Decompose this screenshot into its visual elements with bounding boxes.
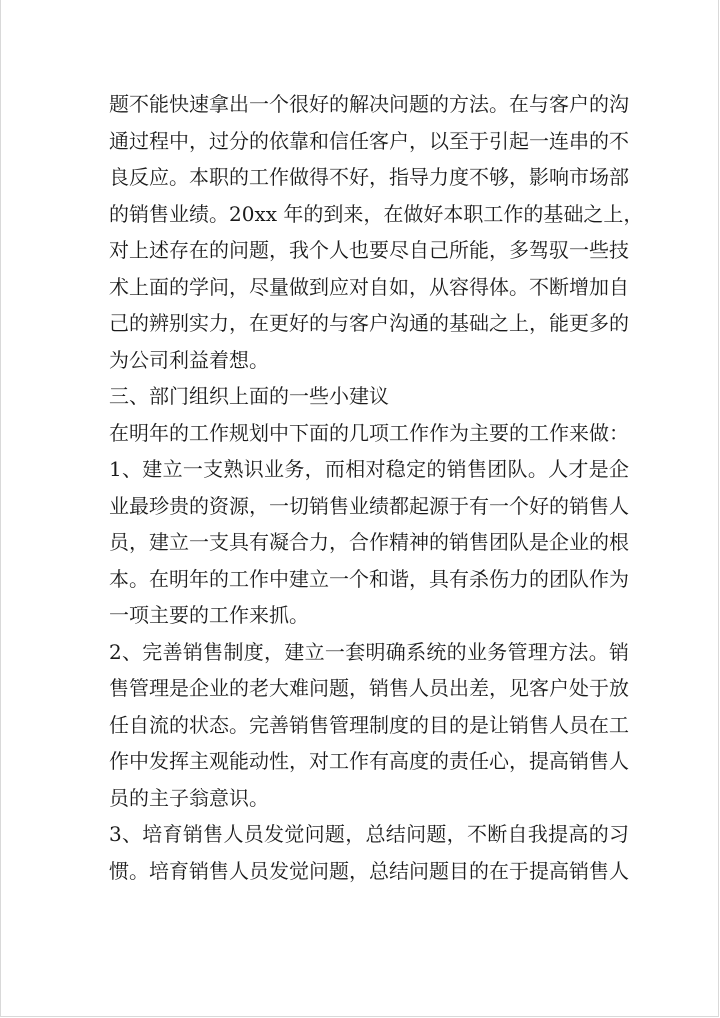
text-line: 3、培育销售人员发觉问题，总结问题，不断自我提高的习 (109, 822, 629, 846)
text-line: 为公司利益着想。 (109, 347, 269, 372)
body-text (109, 86, 644, 889)
text-line: 题不能快速拿出一个很好的解决问题的方法。在与客户的沟 (109, 92, 629, 116)
text-line: 1、建立一支熟识业务，而相对稳定的销售团队。人才是企 (109, 457, 629, 481)
text-line: 2、完善销售制度，建立一套明确系统的业务管理方法。销 (109, 639, 629, 664)
text-line: 术上面的学问，尽量做到应对自如，从容得体。不断增加自 (109, 274, 629, 299)
text-line: 通过程中，过分的依靠和信任客户，以至于引起一连串的不 (109, 128, 629, 153)
text-line: 良反应。本职的工作做得不好，指导力度不够，影响市场部 (109, 165, 629, 189)
text-line: 一项主要的工作来抓。 (109, 603, 309, 627)
text-line: 任自流的状态。完善销售管理制度的目的是让销售人员在工 (109, 712, 629, 737)
text-line: 三、部门组织上面的一些小建议 (109, 384, 389, 408)
text-line: 作中发挥主观能动性，对工作有高度的责任心，提高销售人 (109, 749, 629, 773)
text-line: 惯。培育销售人员发觉问题，总结问题目的在于提高销售人 (109, 858, 629, 883)
text-line: 的销售业绩。20xx 年的到来，在做好本职工作的基础之上， (109, 201, 644, 226)
text-line: 员的主子翁意识。 (109, 785, 269, 810)
text-line: 本。在明年的工作中建立一个和谐，具有杀伤力的团队作为 (109, 566, 629, 591)
text-line: 己的辨别实力，在更好的与客户沟通的基础之上，能更多的 (109, 311, 629, 335)
text-line: 员，建立一支具有凝合力，合作精神的销售团队是企业的根 (109, 530, 629, 554)
text-line: 对上述存在的问题，我个人也要尽自己所能，多驾驭一些技 (109, 238, 629, 262)
text-line: 业最珍贵的资源，一切销售业绩都起源于有一个好的销售人 (109, 493, 629, 518)
text-line: 在明年的工作规划中下面的几项工作作为主要的工作来做： (109, 420, 629, 445)
text-line: 售管理是企业的老大难问题，销售人员出差，见客户处于放 (109, 676, 629, 700)
